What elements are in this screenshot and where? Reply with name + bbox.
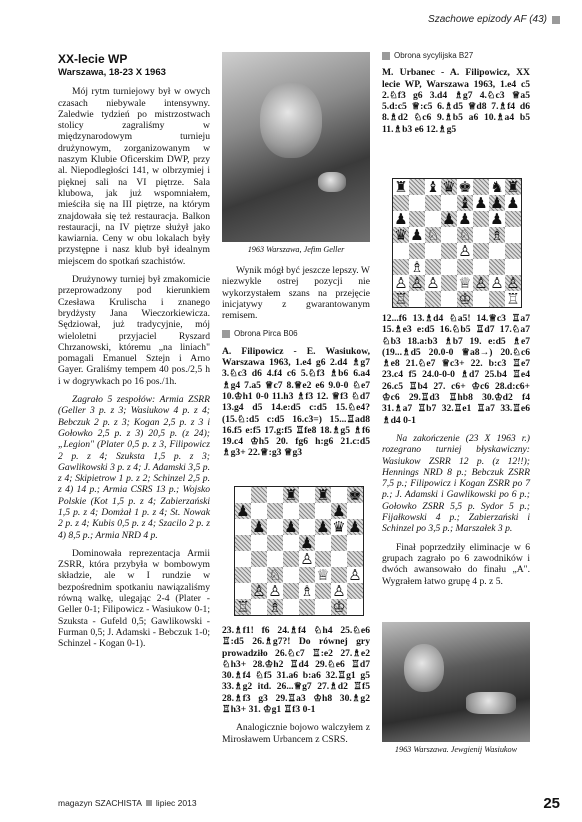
board-square xyxy=(299,567,315,583)
board-square xyxy=(315,551,331,567)
board-square xyxy=(473,259,489,275)
board-square: ♙ xyxy=(410,273,424,292)
board-square: ♙ xyxy=(300,549,314,568)
mid-paragraph-1: Wynik mógł być jeszcze lepszy. W niezwykle ostrej pozycji nie wykorzystałem szans na przejęcie inicjatywy z gwarantowanym remisem. xyxy=(222,265,370,322)
board-square xyxy=(283,567,299,583)
game-filipowicz-wasiukow xyxy=(222,346,370,459)
board-square xyxy=(251,535,267,551)
board-square: ♙ xyxy=(490,273,504,292)
article-title: XX-lecie WP xyxy=(58,52,128,66)
page-number: 25 xyxy=(543,795,560,812)
board-square: ♗ xyxy=(268,597,282,616)
label-square-icon xyxy=(382,52,390,60)
game-moves-2-continued: 12...f6 13.♗d4 ♘a5! 14.♕c3 ♖a7 15.♗e3 e:d5 16.♘b5 ♖d7 17.♘a7 ♘b3 18.a:b3 ♗b7 19. e:d5 ♗e7 (19...♗d5 20.0-0 ♕a8→) 20.♘c6 ♗e8 21.♘e7 ♕c3+ 22. b:c3 ♖e7 23.c4 f5 24.0-0-0 ♗d7 25.b4 ♖e4 26.c5 ♖b4 27. c6+ ♔c6 28.d:c6+ ♔c6 29.♖d3 ♖hb8 30.♔d2 f4 31.♗a7 ♖b7 32.♖e1 ♖a7 33.♖e6 ♗d4 0-1 xyxy=(382,313,530,426)
paragraph-3: Zagrało 5 zespołów: Armia ZSRR (Geller 3 p. z 3; Wasiukow 4 p. z 4; Bebczuk 2 p. z 3; Kogan 2,5 p. z 3 i Gołowko 2,5 p. z 3) 20,5 p. (z 24); „Legion" (Plater 0,5 p. z 3, Filipowicz 2 p. z 4; Szuksta 1,5 p. z 3; Gawlikowski 3 p. z 4; J. Adamski 3,5 p. z 4; Skipietrow 1 p. z 2; Schinzel 2,5 p. z 4) 14 p.; Armia CSRS 13 p.; Wojsko Polskie (Kot 1,5 p. z 4; Zabierzański 1,5 p. z 4; Domżał 1 p. z 4; St. Nowak 2 p. z 4; Kubis 0,5 p. z 4; Szacilo 2 p. z 4) 8,5 p.; Armia NRD 4 p. xyxy=(58,394,210,541)
board-square xyxy=(331,551,347,567)
header-text: Szachowe epizody AF (43) xyxy=(428,14,547,25)
board-square xyxy=(267,519,283,535)
board-square: ♚ xyxy=(458,177,472,196)
board-square: ♟ xyxy=(490,193,504,212)
board-square xyxy=(473,179,489,195)
board-square xyxy=(299,487,315,503)
board-square: ♛ xyxy=(332,517,346,536)
photo-geller-image xyxy=(222,52,370,242)
board-square xyxy=(251,487,267,503)
board-square: ♟ xyxy=(236,501,250,520)
board-square: ♙ xyxy=(252,581,266,600)
board-square xyxy=(267,503,283,519)
chess-diagram-1 xyxy=(234,486,364,616)
board-square: ♕ xyxy=(458,273,472,292)
board-square xyxy=(267,487,283,503)
paragraph-2: Drużynowy turniej był zmakomicie przeprowadzony pod kierunkiem Czesława Krulischa i znanego brydżysty Jana Wieczorkiewicza. Sędziował, już tradycyjnie, mój wieloletni przyjaciel Ryszard Chrzanowski, któremu „na liniach" pomagali Emanuel Sztejn i Arno Gayer. Graliśmy tempem 40 pos./2,5 h i w dogrywkach po 16 pos./1h. xyxy=(58,274,210,387)
footer-issue: lipiec 2013 xyxy=(155,798,197,808)
photo-wasiukow xyxy=(382,622,530,754)
photo-geller xyxy=(222,52,370,254)
board-square: ♛ xyxy=(442,177,456,196)
board-square: ♖ xyxy=(236,597,250,616)
board-square: ♘ xyxy=(268,565,282,584)
board-square xyxy=(409,243,425,259)
board-square xyxy=(409,291,425,307)
right-paragraph-2: Finał poprzedziły eliminacje w 6 grupach zagrało po 6 zawodników i dwóch awansowało do finału „A". Wygrałem łatwo grupę 4 p. z 5. xyxy=(382,541,530,587)
board-square xyxy=(235,583,251,599)
footer-square-icon xyxy=(146,800,152,806)
board-square xyxy=(425,195,441,211)
board-square xyxy=(473,227,489,243)
board-square xyxy=(441,227,457,243)
footer-magazine: magazyn SZACHISTA xyxy=(58,798,142,808)
board-square: ♖ xyxy=(394,289,408,308)
board-square xyxy=(347,535,363,551)
chess-diagram-2 xyxy=(392,178,522,308)
board-square xyxy=(441,275,457,291)
board-square xyxy=(235,487,251,503)
board-square: ♟ xyxy=(300,533,314,552)
board-square: ♙ xyxy=(332,581,346,600)
board-square xyxy=(267,551,283,567)
board-square xyxy=(505,243,521,259)
board-square: ♝ xyxy=(458,193,472,212)
board-square xyxy=(393,259,409,275)
board-square xyxy=(235,551,251,567)
board-square: ♚ xyxy=(348,485,362,504)
label-square-icon xyxy=(222,330,230,338)
game-players-2: M. Urbanec - A. Filipowicz, xyxy=(382,67,510,79)
board-square xyxy=(473,291,489,307)
board-square xyxy=(315,535,331,551)
board-square xyxy=(489,243,505,259)
board-square: ♔ xyxy=(458,289,472,308)
board-square xyxy=(425,259,441,275)
board-square xyxy=(299,519,315,535)
board-square xyxy=(331,535,347,551)
paragraph-4: Dominowała reprezentacja Armii ZSRR, która przybyła w bombowym składzie, ale w I rundzie w bezpośrednim spotkaniu nawiązaliśmy równą walkę, ulegając 2-4 (Plater - Geller 0-1; Filipowicz - Wasiukow 0-1; Szuksta - Gufeld 0,5; Gawlikowski - Furman 0,5; J. Adamski - Bebczuk 1-0; Schinzel - Kogan 0-1). xyxy=(58,547,210,650)
board-square xyxy=(251,503,267,519)
board-square xyxy=(235,519,251,535)
board-square xyxy=(315,503,331,519)
board-square xyxy=(409,179,425,195)
board-square: ♗ xyxy=(490,225,504,244)
board-square xyxy=(425,243,441,259)
board-square xyxy=(315,599,331,615)
board-square xyxy=(267,535,283,551)
board-square xyxy=(489,259,505,275)
board-square: ♕ xyxy=(316,565,330,584)
right-column-lower xyxy=(382,313,530,594)
board-square xyxy=(473,211,489,227)
mid-paragraph-end: Analogicznie bojowo walczyłem z Mirosławem Urbancem z CSRS. xyxy=(222,722,370,745)
board-square: ♘ xyxy=(426,225,440,244)
board-square xyxy=(235,567,251,583)
board-square: ♙ xyxy=(348,565,362,584)
board-square: ♜ xyxy=(316,485,330,504)
board-square xyxy=(441,243,457,259)
board-square xyxy=(457,259,473,275)
board-square: ♘ xyxy=(458,225,472,244)
board-square: ♗ xyxy=(300,581,314,600)
board-square: ♟ xyxy=(506,193,520,212)
board-square: ♙ xyxy=(506,273,520,292)
board-square xyxy=(251,567,267,583)
board-square xyxy=(441,259,457,275)
middle-column xyxy=(222,265,370,466)
board-square xyxy=(299,503,315,519)
board-square: ♖ xyxy=(506,289,520,308)
board-square: ♟ xyxy=(348,517,362,536)
board-square xyxy=(347,583,363,599)
board-square xyxy=(283,599,299,615)
board-square: ♝ xyxy=(426,177,440,196)
game-players-1: A. Filipowicz - E. Wasiukow, xyxy=(222,345,370,357)
board-square xyxy=(393,195,409,211)
paragraph-1: Mój rytm turniejowy był w owych czasach niebywale intensywny. Zaledwie tydzień po mistrzostwach stolicy zagraliśmy w międzynarodowym turnieju drużynowym, zorganizowanym w naszym Klubie Oficerskim DWP, przy al. Niepodległości 141, w olbrzymiej i pięknej sali na VI piętrze. Sala klubowa, jak już wspomniałem, mieściła się na III piętrze, na którym znajdowała się też restauracja. Balkon restauracji, na IV piętrze służył jako kawiarnia. Ceny w obu lokalach były przystępne i nasz klub był idealnym miejscem do spotkań szachistów. xyxy=(58,86,210,267)
board-square xyxy=(347,599,363,615)
board-square: ♗ xyxy=(410,257,424,276)
board-square xyxy=(505,227,521,243)
board-square: ♟ xyxy=(410,225,424,244)
opening-label-sicilian: Obrona sycylijska B27 xyxy=(382,50,530,61)
board-square xyxy=(283,503,299,519)
board-square xyxy=(235,535,251,551)
board-square xyxy=(299,599,315,615)
board-square xyxy=(425,211,441,227)
board-square xyxy=(347,551,363,567)
board-square xyxy=(489,291,505,307)
board-square xyxy=(251,551,267,567)
photo-wasiukow-caption: 1963 Warszawa. Jewgienij Wasiukow xyxy=(394,745,518,754)
right-column xyxy=(382,50,530,142)
board-square: ♟ xyxy=(332,501,346,520)
game-urbanec-filipowicz xyxy=(382,67,530,135)
board-square xyxy=(425,291,441,307)
left-column xyxy=(58,52,210,657)
board-square xyxy=(283,551,299,567)
board-square: ♔ xyxy=(332,597,346,616)
board-square: ♙ xyxy=(268,581,282,600)
board-square: ♟ xyxy=(458,209,472,228)
board-square xyxy=(441,291,457,307)
board-square: ♙ xyxy=(426,273,440,292)
opening-label-pirc: Obrona Pirca B06 xyxy=(222,328,370,339)
board-square: ♟ xyxy=(316,517,330,536)
board-square: ♟ xyxy=(394,209,408,228)
header-square-icon xyxy=(552,16,560,24)
board-square: ♜ xyxy=(506,177,520,196)
board-square: ♞ xyxy=(490,177,504,196)
board-square: ♜ xyxy=(394,177,408,196)
game-moves-1: Warszawa 1963, 1.e4 g6 2.d4 ♗g7 3.♘c3 d6 4.f4 c6 5.♘f3 ♗b6 6.a4 ♗g4 7.a5 ♕c7 8.♕e2 e6 9.0-0 ♘e7 10.♔h1 0-0 11.h3 ♗f3 12. ♕f3 ♘d7 13.g4 d5 14.e:d5 c:d5 15.♘e4? (15.♘:d5 c:d5 16.c3=) 15...♖ad8 16.f5 e:f5 17.g:f5 ♖fe8 18.♗g5 ♗f6 19.c4 ♔h5 20. fg6 h:g6 21.c:d5 ♗g3+ 22.♕:g3 ♕g3 xyxy=(222,357,370,459)
board-square: ♟ xyxy=(442,209,456,228)
page-footer xyxy=(58,798,197,808)
board-square: ♟ xyxy=(252,517,266,536)
article-subtitle: Warszawa, 18-23 X 1963 xyxy=(58,67,166,78)
board-square xyxy=(473,243,489,259)
board-square: ♟ xyxy=(284,517,298,536)
right-paragraph-1: Na zakończenie (23 X 1963 r.) rozegrano turniej błyskawiczny: Wasiukow ZSRR 12 p. (z 12!!); Hennings NRD 8 p.; Bebczuk ZSRR 7,5 p.; Filipowicz i Kogan ZSRR po 7 p.; J. Adamski i Gawlikowski po 6 p.; Gołowko ZSRR 5,5 p. Sydor 5 p.; Fijałkowski 4 p.; Zabierzański i Schinzel po 3,5 p.; Marszałek 3 p. xyxy=(382,432,530,535)
board-square xyxy=(331,487,347,503)
board-square: ♟ xyxy=(474,193,488,212)
board-square xyxy=(505,211,521,227)
board-square xyxy=(251,599,267,615)
board-square: ♙ xyxy=(458,241,472,260)
board-square xyxy=(441,195,457,211)
board-square xyxy=(283,583,299,599)
board-square xyxy=(409,195,425,211)
board-square xyxy=(505,259,521,275)
game-moves-2: XX lecie WP, Warszawa 1963, 1.e4 c5 2.♘f3 g6 3.d4 ♗g7 4.♘c3 ♕a5 5.d:c5 ♕:c5 6.♗d5 ♕d8 7.♗f4 d6 8.♗d2 ♘c6 9.♗b5 a6 10.♗a4 b5 11.♗b3 e6 12.♗g5 xyxy=(382,67,530,135)
middle-column-lower xyxy=(222,625,370,752)
game-end-1: 23.♗f1! f6 24.♗f4 ♘h4 25.♘e6 ♖:d5 26.♗g7?! Do równej gry prowadziło 26.♘c7 ♖:e2 27.♗e2 ♘h3+ 28.♔h2 ♖d4 29.♘e6 ♖d7 30.♗f4 ♘f5 31.a6 b:a6 32.♖g1 g5 33.♗g2 itd. 26...♕g7 27.♗d2 ♖f5 28.♗f3 g3 29.♖a3 ♔h8 30.♗g2 ♖h3+ 31. ♔g1 ♖f3 0-1 xyxy=(222,625,370,716)
board-square xyxy=(347,503,363,519)
board-square: ♛ xyxy=(394,225,408,244)
photo-wasiukow-image xyxy=(382,622,530,742)
board-square: ♙ xyxy=(394,273,408,292)
board-square: ♜ xyxy=(284,485,298,504)
page-header xyxy=(428,14,560,25)
photo-geller-caption: 1963 Warszawa, Jefim Geller xyxy=(247,245,345,254)
board-square: ♙ xyxy=(474,273,488,292)
board-square: ♟ xyxy=(490,209,504,228)
board-square xyxy=(393,243,409,259)
board-square xyxy=(331,567,347,583)
board-square xyxy=(409,211,425,227)
board-square xyxy=(283,535,299,551)
board-square xyxy=(315,583,331,599)
